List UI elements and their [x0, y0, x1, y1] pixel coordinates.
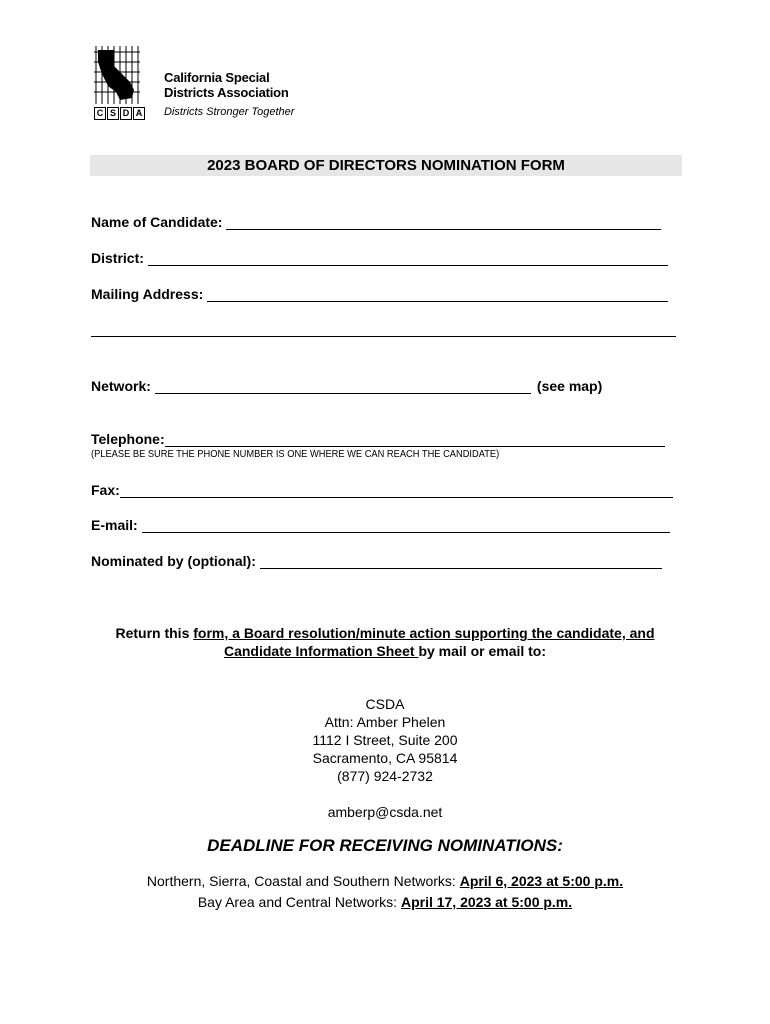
mailing-address-line[interactable] [207, 287, 668, 302]
deadline-line-2 [60, 894, 710, 910]
org-name-line2: Districts Association [164, 85, 289, 100]
return-prefix: Return this [115, 625, 194, 641]
california-map-icon [90, 44, 156, 106]
return-underlined-2: Candidate Information Sheet [223, 643, 419, 659]
candidate-name-field[interactable] [91, 214, 661, 230]
network-field[interactable] [91, 378, 602, 394]
address-city: Sacramento, CA 95814 [312, 750, 458, 766]
csda-letter-boxes [94, 107, 145, 120]
email-label: E-mail: [91, 517, 138, 533]
deadline-1-text: Northern, Sierra, Coastal and Southern Networks: [146, 873, 460, 889]
district-field[interactable] [91, 250, 668, 266]
deadline-title: DEADLINE FOR RECEIVING NOMINATIONS: [207, 836, 563, 855]
return-instructions [90, 624, 680, 660]
address-attn: Attn: Amber Phelen [324, 714, 446, 730]
mailing-address-label: Mailing Address: [91, 286, 204, 302]
telephone-label: Telephone: [91, 431, 165, 447]
logo-letter: D [120, 107, 132, 120]
fax-line[interactable] [120, 483, 673, 498]
see-map-note: (see map) [536, 378, 603, 394]
mailing-address-field[interactable] [91, 286, 668, 302]
telephone-line[interactable] [165, 432, 665, 447]
mailing-address-block [200, 695, 570, 821]
candidate-name-label: Name of Candidate: [91, 214, 223, 230]
network-line[interactable] [155, 379, 531, 394]
address-email[interactable]: amberp@csda.net [327, 804, 443, 820]
address-org: CSDA [365, 696, 405, 712]
nominated-by-field[interactable] [91, 553, 662, 569]
mailing-address-line-2[interactable] [91, 336, 676, 337]
fax-label: Fax: [91, 482, 120, 498]
deadline-2-date: April 17, 2023 at 5:00 p.m. [400, 894, 573, 910]
district-line[interactable] [148, 251, 668, 266]
email-field[interactable] [91, 517, 670, 533]
form-title: 2023 BOARD OF DIRECTORS NOMINATION FORM [90, 155, 682, 176]
deadline-2-text: Bay Area and Central Networks: [197, 894, 401, 910]
logo-letter: S [107, 107, 119, 120]
logo-letter: A [133, 107, 145, 120]
candidate-name-line[interactable] [226, 215, 661, 230]
logo-letter: C [94, 107, 106, 120]
district-label: District: [91, 250, 144, 266]
deadline-1-date: April 6, 2023 at 5:00 p.m. [459, 873, 624, 889]
nominated-by-label: Nominated by (optional): [91, 553, 256, 569]
fax-field[interactable] [91, 482, 673, 498]
deadline-line-1 [60, 873, 710, 889]
email-line[interactable] [142, 518, 670, 533]
address-phone: (877) 924-2732 [337, 768, 433, 784]
return-suffix: by mail or email to: [418, 643, 547, 659]
telephone-note: (PLEASE BE SURE THE PHONE NUMBER IS ONE WHERE WE CAN REACH THE CANDIDATE) [91, 449, 500, 460]
nominated-by-line[interactable] [260, 554, 662, 569]
org-name-line1: California Special [164, 70, 270, 85]
address-street: 1112 I Street, Suite 200 [312, 732, 458, 748]
csda-logo [90, 44, 300, 124]
telephone-field[interactable] [91, 431, 665, 447]
network-label: Network: [91, 378, 151, 394]
org-tagline: Districts Stronger Together [164, 106, 295, 118]
return-underlined-1: form, a Board resolution/minute action supporting the candidate, and [193, 625, 655, 641]
